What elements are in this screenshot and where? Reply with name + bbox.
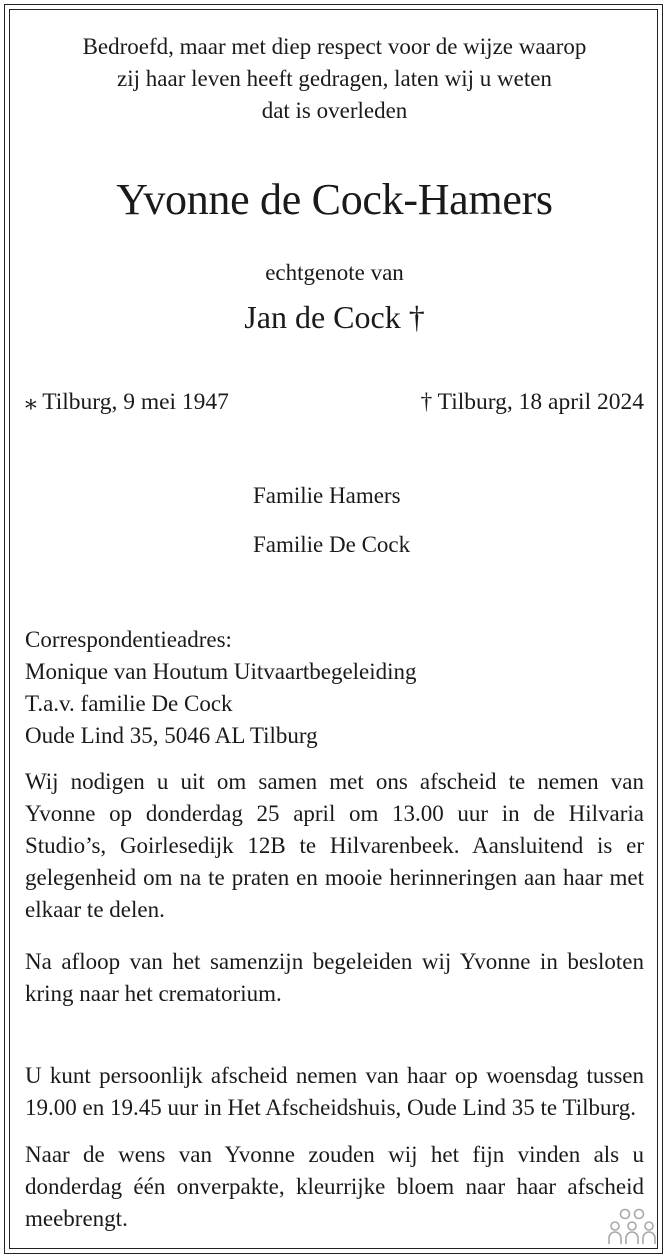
address-line: Oude Lind 35, 5046 AL Tilburg: [25, 723, 318, 748]
address-line: Monique van Houtum Uitvaartbegeleiding: [25, 659, 417, 684]
address-line: T.a.v. familie De Cock: [25, 691, 233, 716]
people-group-icon: [608, 1206, 656, 1246]
intro-line: Bedroefd, maar met diep respect voor de wijze waarop: [82, 34, 587, 59]
intro-text: [0, 31, 669, 127]
family-name: Familie Hamers: [253, 483, 401, 508]
intro-line: dat is overleden: [261, 98, 408, 123]
intro-line: zij haar leven heeft gedragen, laten wij u weten: [117, 66, 552, 91]
paragraph-flower-wish: Naar de wens van Yvonne zouden wij het fijn vinden als u donderdag één onverpakte, kleurrijke bloem naar haar afscheid meebrengt.: [25, 1142, 644, 1231]
spouse-name: Jan de Cock †: [244, 299, 425, 335]
spouse-label: echtgenote van: [265, 260, 404, 285]
paragraph-cremation: Na afloop van het samenzijn begeleiden wij Yvonne in besloten kring naar het crematorium.: [25, 949, 644, 1006]
correspondence-address: [25, 624, 644, 752]
death-date: † Tilburg, 18 april 2024: [420, 389, 644, 415]
deceased-name: Yvonne de Cock-Hamers: [116, 175, 553, 224]
address-heading: Correspondentieadres:: [25, 627, 232, 652]
paragraph-invitation: Wij nodigen u uit om samen met ons afscheid te nemen van Yvonne op donderdag 25 april om 13.00 uur in de Hilvaria Studio’s, Goirlesedijk 12B te Hilvarenbeek. Aansluitend is er gelegenheid om na te praten en mooie herinneringen aan haar met elkaar te delen.: [25, 769, 644, 922]
birth-date: ⁎ Tilburg, 9 mei 1947: [25, 389, 229, 415]
paragraph-visitation: U kunt persoonlijk afscheid nemen van haar op woensdag tussen 19.00 en 19.45 uur in Het Afscheidshuis, Oude Lind 35 te Tilburg.: [25, 1063, 644, 1120]
family-name: Familie De Cock: [253, 532, 411, 557]
